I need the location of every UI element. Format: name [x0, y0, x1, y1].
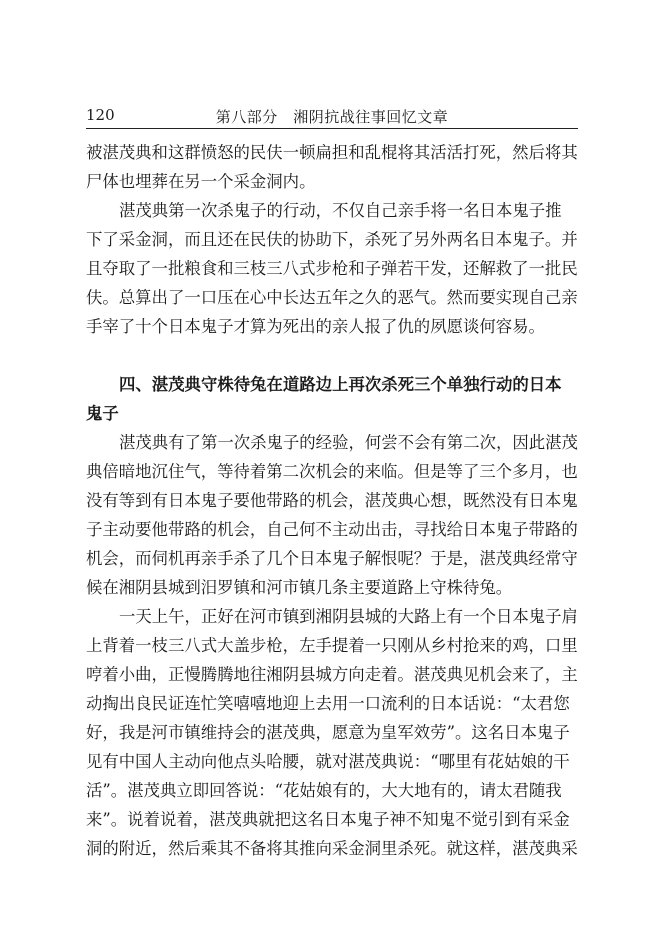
text-line: 没有等到有日本鬼子要他带路的机会，湛茂典心想，既然没有日本鬼 — [86, 491, 578, 510]
running-title: 第八部分 湘阴抗战往事回忆文章 — [215, 108, 449, 126]
page-header — [86, 104, 578, 129]
text-line: 下了采金洞，而且还在民伕的协助下，杀死了另外两名日本鬼子。并 — [86, 230, 578, 249]
text-line: 洞的附近，然后乘其不备将其推向采金洞里杀死。就这样，湛茂典采 — [86, 839, 578, 858]
page-number: 120 — [86, 106, 115, 124]
text-line: 上背着一枝三八式大盖步枪，左手提着一只刚从乡村抢来的鸡，口里 — [86, 636, 578, 655]
text-line: 一天上午，正好在河市镇到湘阴县城的大路上有一个日本鬼子肩 — [119, 607, 578, 626]
text-line: 好，我是河市镇维持会的湛茂典，愿意为皇军效劳”。这名日本鬼子 — [86, 723, 570, 742]
text-line: 见有中国人主动向他点头哈腰，就对湛茂典说：“哪里有花姑娘的干 — [86, 752, 570, 771]
section-heading — [86, 370, 578, 428]
section-heading-line: 四、湛茂典守株待兔在道路边上再次杀死三个单独行动的日本 — [119, 375, 562, 394]
text-line: 活”。湛茂典立即回答说：“花姑娘有的，大大地有的，请太君随我 — [86, 781, 562, 800]
text-line: 手宰了十个日本鬼子才算为死出的亲人报了仇的夙愿谈何容易。 — [86, 317, 545, 336]
paragraph — [86, 602, 578, 863]
text-line: 伕。总算出了一口压在心中长达五年之久的恶气。然而要实现自己亲 — [86, 288, 578, 307]
paragraph — [86, 138, 578, 196]
text-line: 动掏出良民证连忙笑嘻嘻地迎上去用一口流利的日本话说：“太君您 — [86, 694, 570, 713]
text-line: 候在湘阴县城到汨罗镇和河市镇几条主要道路上守株待兔。 — [86, 578, 513, 597]
text-line: 尸体也埋葬在另一个采金洞内。 — [86, 172, 316, 191]
section-heading-line: 鬼子 — [86, 404, 119, 423]
text-line: 湛茂典第一次杀鬼子的行动，不仅自己亲手将一名日本鬼子推 — [119, 201, 562, 220]
text-line: 湛茂典有了第一次杀鬼子的经验，何尝不会有第二次，因此湛茂 — [119, 433, 578, 452]
text-line: 且夺取了一批粮食和三枝三八式步枪和子弹若干发，还解救了一批民 — [86, 259, 578, 278]
text-line: 子主动要他带路的机会，自己何不主动出击，寻找给日本鬼子带路的 — [86, 520, 578, 539]
paragraph — [86, 196, 578, 341]
page-body — [86, 138, 578, 863]
text-line: 来”。说着说着，湛茂典就把这名日本鬼子神不知鬼不觉引到有采金 — [86, 810, 570, 829]
paragraph — [86, 428, 578, 602]
text-line: 典倍暗地沉住气，等待着第二次机会的来临。但是等了三个多月，也 — [86, 462, 578, 481]
text-line: 机会，而伺机再亲手杀了几个日本鬼子解恨呢？于是，湛茂典经常守 — [86, 549, 578, 568]
text-line: 哼着小曲，正慢腾腾地往湘阴县城方向走着。湛茂典见机会来了，主 — [86, 665, 578, 684]
text-line: 被湛茂典和这群愤怒的民伕一顿扁担和乱棍将其活活打死，然后将其 — [86, 143, 578, 162]
